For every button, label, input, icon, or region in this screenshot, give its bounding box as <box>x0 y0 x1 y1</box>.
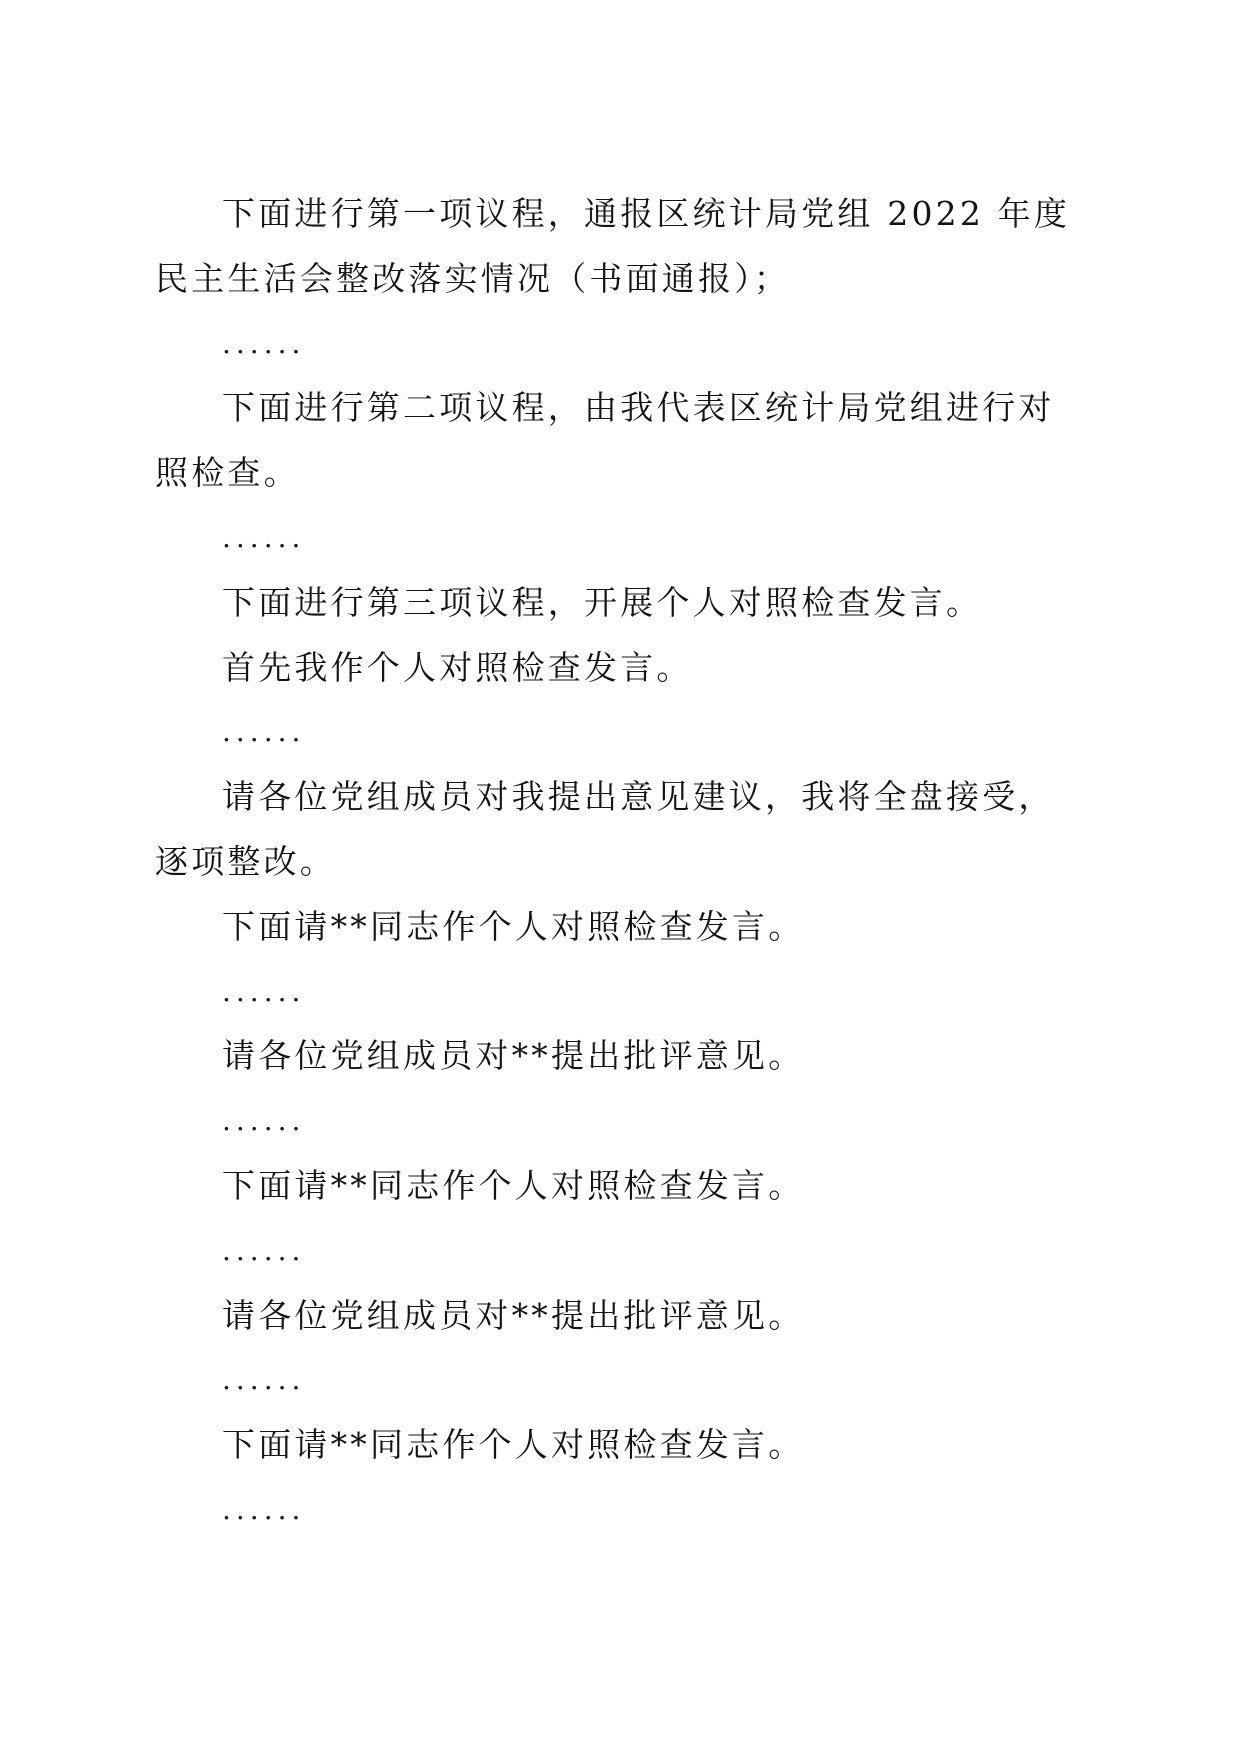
ellipsis-line: ...... <box>222 715 306 749</box>
paragraph-request-criticism: 请各位党组成员对**提出批评意见。 <box>222 1295 805 1335</box>
ellipsis-line: ...... <box>222 326 306 360</box>
paragraph-request-feedback: 请各位党组成员对我提出意见建议，我将全盘接受，逐项整改。 <box>155 777 1055 881</box>
paragraph-agenda-item-1: 下面进行第一项议程，通报区统计局党组 2022 年度民主生活会整改落实情况（书面通报）； <box>155 194 1071 298</box>
paragraph-agenda-item-2: 下面进行第二项议程，由我代表区统计局党组进行对照检查。 <box>155 388 1055 493</box>
ellipsis-line: ...... <box>222 1233 306 1267</box>
document-body <box>155 182 1075 1543</box>
ellipsis-line: ...... <box>222 974 306 1008</box>
ellipsis-line: ...... <box>222 1363 306 1397</box>
ellipsis-line: ...... <box>222 520 306 554</box>
paragraph-self-review: 首先我作个人对照检查发言。 <box>222 647 693 687</box>
paragraph-agenda-item-3: 下面进行第三项议程，开展个人对照检查发言。 <box>222 582 983 622</box>
ellipsis-line: ...... <box>222 1104 306 1138</box>
paragraph-next-speaker: 下面请**同志作个人对照检查发言。 <box>222 906 805 946</box>
paragraph-next-speaker: 下面请**同志作个人对照检查发言。 <box>222 1165 805 1205</box>
ellipsis-line: ...... <box>222 1492 306 1526</box>
paragraph-next-speaker: 下面请**同志作个人对照检查发言。 <box>222 1425 805 1465</box>
paragraph-request-criticism: 请各位党组成员对**提出批评意见。 <box>222 1036 805 1076</box>
